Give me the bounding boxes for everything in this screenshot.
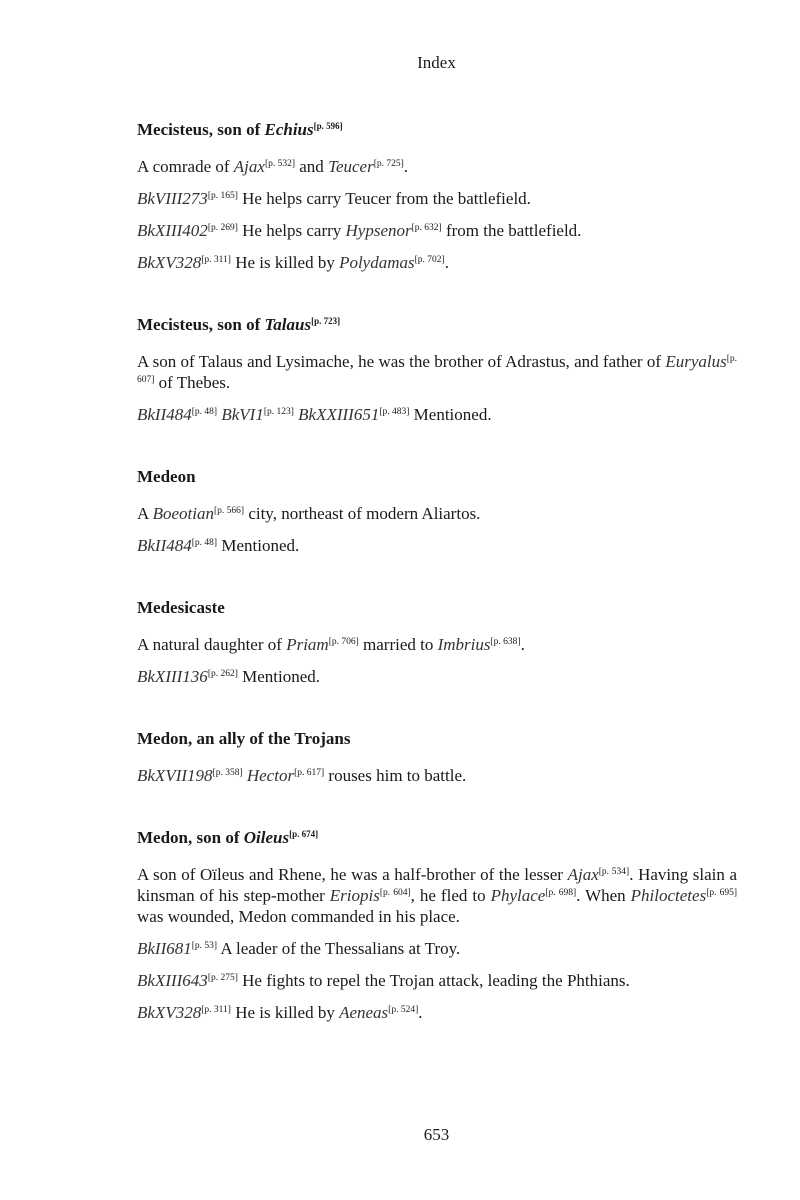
text: rouses him to battle.: [324, 766, 467, 785]
entry-line: [137, 156, 737, 177]
page-ref: [p. 262]: [207, 669, 238, 679]
reference-link[interactable]: BkXIII643: [137, 971, 208, 990]
text: .: [444, 253, 449, 272]
reference-link[interactable]: BkII484: [137, 536, 192, 555]
text: Mentioned.: [237, 667, 321, 686]
reference-link[interactable]: Priam: [286, 635, 329, 654]
text: Mentioned.: [217, 536, 300, 555]
entry-title-page-ref: [p. 596]: [313, 121, 343, 131]
page-ref: [p. 534]: [598, 867, 630, 877]
reference-link[interactable]: Ajax: [233, 157, 265, 176]
text: He is killed by: [230, 253, 340, 272]
text: was wounded, Medon commanded in his place.: [137, 907, 460, 926]
entry-line: [137, 220, 737, 241]
page-ref: [p. 607]: [137, 354, 737, 385]
reference-link[interactable]: BkII681: [137, 939, 192, 958]
index-entry: [137, 826, 737, 1023]
reference-link[interactable]: Polydamas: [339, 253, 415, 272]
index-entry: [137, 596, 737, 687]
page-ref: [p. 632]: [411, 223, 442, 233]
page-ref: [p. 698]: [545, 888, 577, 898]
page-header: Index: [417, 53, 456, 72]
reference-link[interactable]: BkXIII402: [137, 221, 208, 240]
reference-link[interactable]: BkXIII136: [137, 667, 208, 686]
entry-line: [137, 666, 737, 687]
text: married to: [358, 635, 438, 654]
page-ref: [p. 524]: [388, 1005, 419, 1015]
entry-line: [137, 938, 737, 959]
page-ref: [p. 123]: [263, 407, 294, 417]
page-ref: [p. 48]: [191, 538, 218, 548]
entry-title-italic: Talaus: [264, 315, 312, 334]
reference-link[interactable]: Phylace: [490, 886, 546, 905]
reference-link[interactable]: Aeneas: [339, 1003, 389, 1022]
entry-line: [137, 634, 737, 655]
page-ref: [p. 638]: [490, 637, 521, 647]
entry-title: [137, 465, 737, 489]
page-ref: [p. 604]: [379, 888, 411, 898]
reference-link[interactable]: Imbrius: [437, 635, 491, 654]
index-entry: [137, 313, 737, 425]
index-entry: [137, 465, 737, 556]
page-ref: [p. 48]: [191, 407, 218, 417]
page-ref: [p. 706]: [328, 637, 359, 647]
page-ref: [p. 311]: [201, 255, 231, 265]
entry-line: [137, 252, 737, 273]
reference-link[interactable]: BkVI1: [221, 405, 264, 424]
text: Mentioned.: [409, 405, 492, 424]
entry-title-text: Mecisteus, son of: [137, 315, 265, 334]
entry-title-text: Medon, an ally of the Trojans: [137, 729, 351, 748]
reference-link[interactable]: BkII484: [137, 405, 192, 424]
entry-line: [137, 765, 737, 786]
reference-link[interactable]: Eriopis: [329, 886, 380, 905]
text: He helps carry Teucer from the battlefield.: [237, 189, 531, 208]
page-ref: [p. 311]: [201, 1005, 231, 1015]
entry-title-text: Medesicaste: [137, 598, 225, 617]
index-entry: [137, 118, 737, 273]
entry-line: [137, 864, 737, 927]
page-ref: [p. 165]: [207, 191, 238, 201]
text: A leader of the Thessalians at Troy.: [217, 939, 461, 958]
reference-link[interactable]: Philoctetes: [630, 886, 707, 905]
entry-line: [137, 1002, 737, 1023]
entry-line: [137, 351, 737, 393]
entry-title-page-ref: [p. 723]: [311, 316, 341, 326]
reference-link[interactable]: Ajax: [567, 865, 599, 884]
page-ref: [p. 725]: [373, 159, 404, 169]
index-entries: [137, 118, 737, 1063]
reference-link[interactable]: BkXV328: [137, 1003, 202, 1022]
text: A son of Talaus and Lysimache, he was the brother of Adrastus, and father of: [137, 352, 666, 371]
index-entry: [137, 727, 737, 786]
reference-link[interactable]: BkXXIII651: [298, 405, 380, 424]
text: .: [418, 1003, 423, 1022]
page-number: 653: [423, 1125, 450, 1144]
entry-line: [137, 535, 737, 556]
entry-title: [137, 727, 737, 751]
entry-line: [137, 503, 737, 524]
text: .: [520, 635, 525, 654]
reference-link[interactable]: Euryalus: [665, 352, 727, 371]
page-ref: [p. 53]: [191, 941, 218, 951]
text: He is killed by: [230, 1003, 340, 1022]
entry-title-text: Medon, son of: [137, 828, 244, 847]
entry-title-text: Mecisteus, son of: [137, 120, 265, 139]
entry-title: [137, 596, 737, 620]
entry-line: [137, 404, 737, 425]
text: A son of Oïleus and Rhene, he was a half-brother of the lesser: [137, 865, 568, 884]
entry-title-italic: Oileus: [243, 828, 290, 847]
page-ref: [p. 566]: [213, 506, 245, 516]
reference-link[interactable]: Hector: [246, 766, 295, 785]
page-ref: [p. 532]: [264, 159, 296, 169]
page-ref: [p. 269]: [207, 223, 238, 233]
reference-link[interactable]: BkXVII198: [137, 766, 213, 785]
page-ref: [p. 617]: [294, 768, 325, 778]
entry-title-page-ref: [p. 674]: [289, 829, 319, 839]
entry-title: [137, 826, 737, 850]
entry-line: [137, 970, 737, 991]
page-ref: [p. 483]: [379, 407, 410, 417]
text: A comrade of: [137, 157, 234, 176]
entry-line: [137, 188, 737, 209]
page-ref: [p. 695]: [706, 888, 738, 898]
reference-link[interactable]: Teucer: [328, 157, 374, 176]
entry-title: [137, 118, 737, 142]
text: , he fled to: [410, 886, 491, 905]
text: .: [403, 157, 409, 176]
text: city, northeast of modern Aliartos.: [244, 504, 481, 523]
text: . Having slain a kinsman of his step-mother: [137, 865, 738, 905]
text: . When: [576, 886, 631, 905]
reference-link[interactable]: BkXV328: [137, 253, 202, 272]
reference-link[interactable]: Hypsenor: [345, 221, 412, 240]
text: and: [295, 157, 329, 176]
text: A natural daughter of: [137, 635, 287, 654]
page-ref: [p. 275]: [207, 973, 238, 983]
entry-title-italic: Echius: [264, 120, 314, 139]
page-ref: [p. 702]: [414, 255, 445, 265]
page-ref: [p. 358]: [212, 768, 243, 778]
text: of Thebes.: [154, 373, 231, 392]
entry-title: [137, 313, 737, 337]
text: A: [137, 504, 153, 523]
entry-title-text: Medeon: [137, 467, 196, 486]
text: He fights to repel the Trojan attack, leading the Phthians.: [237, 971, 630, 990]
text: from the battlefield.: [441, 221, 582, 240]
text: He helps carry: [237, 221, 346, 240]
reference-link[interactable]: BkVIII273: [137, 189, 208, 208]
reference-link[interactable]: Boeotian: [152, 504, 214, 523]
